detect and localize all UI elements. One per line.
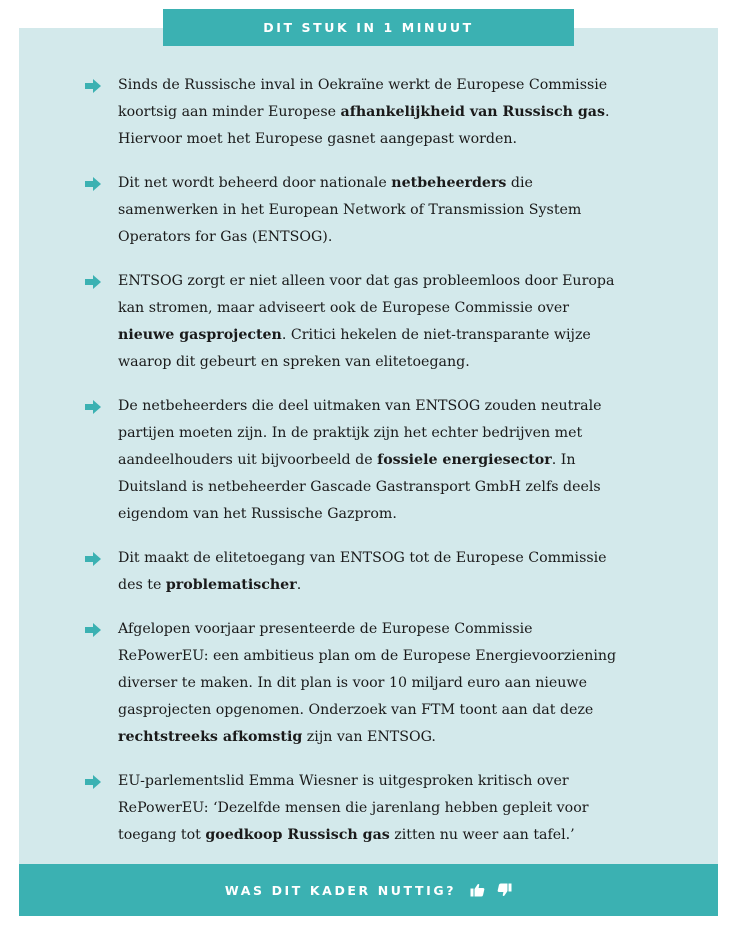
summary-item-text: zitten nu weer aan tafel.’ bbox=[389, 827, 575, 843]
summary-item-text: . Critici hekelen de niet-transparante wijze waarop dit gebeurt en spreken van elitetoegang. bbox=[118, 327, 591, 370]
summary-item-highlight: nieuwe gasprojecten bbox=[118, 327, 282, 343]
arrow-right-icon bbox=[85, 177, 102, 191]
summary-item-text: Sinds de Russische inval in Oekraïne werkt de Europese Commissie koortsig aan minder Europese bbox=[118, 77, 608, 120]
summary-title: DIT STUK IN 1 MINUUT bbox=[163, 9, 574, 46]
arrow-right-icon bbox=[85, 552, 102, 566]
summary-item-highlight: fossiele energiesector bbox=[377, 452, 552, 468]
feedback-question: WAS DIT KADER NUTTIG? bbox=[224, 882, 457, 898]
summary-item bbox=[85, 268, 625, 376]
summary-item-highlight: netbeheerders bbox=[391, 175, 507, 191]
arrow-right-icon bbox=[85, 79, 102, 93]
summary-item-text: . Hiervoor moet het Europese gasnet aangepast worden. bbox=[118, 104, 610, 147]
summary-item bbox=[85, 170, 625, 251]
summary-item-text: zijn van ENTSOG. bbox=[302, 729, 436, 745]
thumbs-up-icon[interactable] bbox=[470, 883, 485, 897]
summary-item-text: EU-parlementslid Emma Wiesner is uitgesproken kritisch over RePowerEU: ‘Dezelfde mensen die jarenlang hebben gepleit voor toegang tot bbox=[118, 773, 589, 843]
summary-item bbox=[85, 616, 625, 751]
summary-item bbox=[85, 72, 625, 153]
summary-item-highlight: goedkoop Russisch gas bbox=[205, 827, 390, 843]
arrow-right-icon bbox=[85, 400, 102, 414]
summary-item-text: De netbeheerders die deel uitmaken van ENTSOG zouden neutrale partijen moeten zijn. In de praktijk zijn het echter bedrijven met aandeelhouders uit bijvoorbeeld de bbox=[118, 398, 602, 468]
arrow-right-icon bbox=[85, 775, 102, 789]
summary-item bbox=[85, 545, 625, 599]
summary-list bbox=[85, 72, 625, 866]
summary-item-text: Dit maakt de elitetoegang van ENTSOG tot de Europese Commissie des te bbox=[118, 550, 607, 593]
summary-item-highlight: afhankelijkheid van Russisch gas bbox=[340, 104, 605, 120]
summary-item-text: Afgelopen voorjaar presenteerde de Europese Commissie RePowerEU: een ambitieus plan om de Europese Energievoorziening diverser te maken. In dit plan is voor 10 miljard euro aan nieuwe gasprojecten opgenomen. Onderzoek van FTM toont aan dat deze bbox=[118, 621, 617, 718]
arrow-right-icon bbox=[85, 623, 102, 637]
summary-item bbox=[85, 393, 625, 528]
summary-item bbox=[85, 768, 625, 849]
feedback-bar bbox=[19, 864, 718, 916]
thumbs-down-icon[interactable] bbox=[497, 883, 512, 897]
summary-item-text: . In Duitsland is netbeheerder Gascade Gastransport GmbH zelfs deels eigendom van het Russische Gazprom. bbox=[118, 452, 601, 522]
arrow-right-icon bbox=[85, 275, 102, 289]
summary-item-highlight: problematischer bbox=[165, 577, 297, 593]
summary-item-text: ENTSOG zorgt er niet alleen voor dat gas probleemloos door Europa kan stromen, maar adviseert ook de Europese Commissie over bbox=[118, 273, 615, 316]
summary-item-text: . bbox=[296, 577, 302, 593]
summary-item-highlight: rechtstreeks afkomstig bbox=[118, 729, 303, 745]
summary-item-text: die samenwerken in het European Network of Transmission System Operators for Gas (ENTSOG). bbox=[118, 175, 582, 245]
summary-item-text: Dit net wordt beheerd door nationale bbox=[118, 175, 392, 191]
